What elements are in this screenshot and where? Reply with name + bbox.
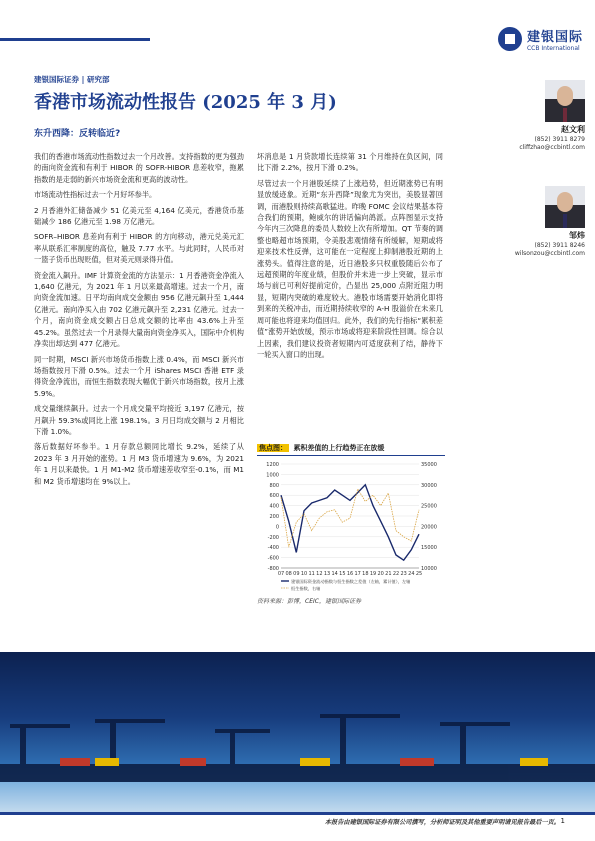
paragraph: 同一时期，MSCI 新兴市场货币指数上涨 0.4%，而 MSCI 新兴市场指数按月下滑 0.5%。过去一个月 iShares MSCI 香港 ETF 录得资金净流出，而恒生指数表现大幅优于新兴市场指数，按月上涨 5.9%。: [34, 354, 244, 398]
analyst-email[interactable]: cliffzhao@ccbintl.com: [519, 144, 585, 151]
x-tick-label: 24: [408, 571, 415, 577]
x-tick-label: 09: [293, 571, 300, 577]
y-right-tick-label: 25000: [421, 503, 437, 510]
analyst-card: [511, 80, 585, 151]
chart-label: 焦点图：: [259, 444, 287, 452]
x-tick-label: 23: [400, 571, 407, 577]
y-left-tick-label: 400: [269, 503, 279, 510]
x-tick-label: 07: [277, 571, 285, 577]
logo-name-cn: 建银国际: [526, 30, 583, 45]
port-banner-image: [0, 652, 595, 814]
right-column: [257, 151, 443, 364]
left-column: [34, 151, 244, 491]
footer-disclaimer: 本报告由建银国际证券有限公司撰写，分析师证明及其他重要声明请见报告最后一页。: [324, 819, 560, 826]
y-right-tick-label: 30000: [421, 482, 437, 489]
paragraph: 尽管过去一个月港股延续了上涨趋势，但近期涨势已有明显放缓迹象。近期“东升西降”现象尤为突出，美股显著回调，而港股则持续高歌猛进。昨晚 FOMC 会议结果基本符合我们的预期，鲍威尔的讲话偏向鸽派。点阵图显示支持今年内三次降息的委员人数较上次有所增加。QT 节奏的调整也略超市场预期，令美股悲观情绪有所缓解，短期或将迎来技术性反弹，这可能在一定程度上抑制港股近期的上涨势头。值得注意的是，近日港股多只权重股随后公布了远超预期的年度业绩，但股价并未进一步上突破，显示市场与前已可利好提前定价，凸显出 25,000 点附近阻力明显，短期内突破的难度较大。港股市场需要开始消化即将到来的关税冲击，而近期持续收窄的 A-H 股溢价在未来几周可能也将迎来均值回归。此外，我们的先行指标“累积差值”涨势开始放缓，预示市场或将迎来阶段性回调。综合以上因素，我们建议投资者短期内可适度获利了结，静待下一轮买入窗口的出现。: [257, 178, 443, 359]
analyst-phone: (852) 3911 8246: [534, 242, 585, 249]
focus-chart: [257, 443, 445, 605]
paragraph: 落后数据好坏参半。1 月存款总额同比增长 9.2%，延续了从 2023 年 3 月开始的涨势。1 月 M3 货币增速为 9.6%，为 2021 年 1 月以来最快。1 月 M1-M2 货币增速差收窄至-0.1%，而 M1 和 M2 货币增速均在 9%以上。: [34, 442, 244, 486]
header-accent-bar: [0, 38, 150, 41]
x-tick-label: 08: [285, 571, 292, 577]
analyst-email[interactable]: wilsonzou@ccbintl.com: [514, 250, 585, 257]
paragraph: 市场流动性指标过去一个月好坏参半。: [34, 190, 157, 200]
x-tick-label: 22: [392, 571, 400, 577]
x-tick-label: 17: [354, 571, 361, 577]
company-logo: [498, 26, 583, 52]
series-line: [281, 485, 419, 560]
x-tick-label: 21: [385, 571, 392, 577]
series-line: [281, 489, 419, 547]
y-left-tick-label: 600: [269, 493, 279, 500]
chart-source: 资料来源：彭博，CEIC，建银国际证券: [257, 598, 361, 605]
x-tick-label: 25: [415, 571, 423, 577]
y-left-tick-label: -600: [267, 555, 279, 562]
analyst-card: [511, 186, 585, 257]
x-tick-label: 18: [362, 571, 369, 577]
y-left-tick-label: 0: [275, 524, 279, 531]
y-right-tick-label: 10000: [421, 566, 437, 572]
x-tick-label: 14: [331, 571, 338, 577]
y-left-tick-label: 1000: [266, 472, 279, 479]
logo-name-en: CCB International: [526, 45, 580, 52]
report-subtitle: 东升西降：反转临近?: [34, 129, 121, 139]
legend-label: 恒生指数，右轴: [291, 586, 321, 591]
y-left-tick-label: 1200: [266, 462, 279, 468]
analyst-photo: [545, 80, 585, 122]
sea-area: [0, 782, 595, 814]
y-left-tick-label: 200: [269, 514, 279, 520]
report-title: 香港市场流动性报告 (2025 年 3 月): [34, 92, 337, 113]
paragraph: 成交量继续飙升。过去一个月成交量平均接近 3,197 亿港元，按月飙升 59.3%或同比上涨 198.1%。3 月日均成交额与 2 月相比下滑 1.0%。: [34, 404, 244, 436]
paragraph: 资金流入飙升。IMF 计算资金流的方法显示：1 月香港资金净流入 1,640 亿港元，为 2021 年 1 月以来最高增速。过去一个月，南向资金流加速。日平均南向成交金额由 956 亿港元飙升至 1,444 亿港元。南向净买入由 702 亿港元飙升至 2,231 亿港元。过去一个月，南向资金成交额占日总成交额的比率由 43.6%上升至 45.2%。虽然过去一个月录得大量南向资金净买入，国际中介机构净卖出却达到 477 亿港元。: [34, 270, 244, 349]
x-tick-label: 12: [316, 571, 323, 577]
x-tick-label: 15: [339, 571, 346, 577]
legend-label: 建银国际资金流动指数与恒生指数之差值（左轴，累计值），左轴: [291, 579, 411, 584]
paragraph: 我们的香港市场流动性指数过去一个月改善。支持指数的更为强劲的南向资金流和有利于 HIBOR 的 SOFR-HIBOR 息差收窄，拖累指数的是走弱的新兴市场资金流和更高的波动性。: [34, 152, 244, 184]
footer-divider: [0, 812, 595, 815]
chart-title: [257, 443, 445, 456]
x-tick-label: 10: [300, 571, 308, 577]
x-tick-label: 20: [377, 571, 384, 577]
y-right-tick-label: 15000: [421, 545, 437, 552]
analyst-name: 赵文利: [561, 125, 585, 134]
y-left-tick-label: -200: [267, 534, 279, 541]
x-tick-label: 11: [308, 571, 315, 577]
skyline-illustration: [0, 714, 595, 784]
analyst-phone: (852) 3911 8279: [534, 136, 585, 143]
x-tick-label: 16: [346, 571, 354, 577]
analyst-name: 邹炜: [569, 231, 585, 240]
page-number: 1: [560, 817, 565, 825]
analyst-photo: [545, 186, 585, 228]
paragraph: SOFR–HIBOR 息差向有利于 HIBOR 的方向移动，港元兑美元汇率从联系汇率制度的高位，触及 7.77 水平。与此同时，人民币对一篮子货币出现贬值，但对美元则录得升值。: [34, 232, 244, 265]
chart-plot: [257, 458, 445, 591]
y-left-tick-label: -400: [267, 545, 279, 552]
y-right-tick-label: 20000: [421, 524, 437, 531]
x-tick-label: 19: [369, 571, 377, 577]
paragraph: 坏消息是 1 月贷款增长连续第 31 个月维持在负区间，同比下滑 2.2%，按月下滑 0.2%。: [257, 152, 443, 173]
y-left-tick-label: 800: [269, 482, 279, 489]
paragraph: 2 月香港外汇储备减少 51 亿美元至 4,164 亿美元，香港货币基础减少 186 亿港元至 1.98 万亿港元。: [34, 205, 244, 227]
x-tick-label: 13: [323, 571, 331, 577]
chart-title-text: 累积差值的上行趋势正在放缓: [293, 444, 385, 452]
logo-icon: [498, 27, 522, 51]
y-left-tick-label: -800: [267, 566, 279, 572]
department-label: 建银国际证券 | 研究部: [34, 75, 110, 84]
y-right-tick-label: 35000: [421, 462, 437, 468]
